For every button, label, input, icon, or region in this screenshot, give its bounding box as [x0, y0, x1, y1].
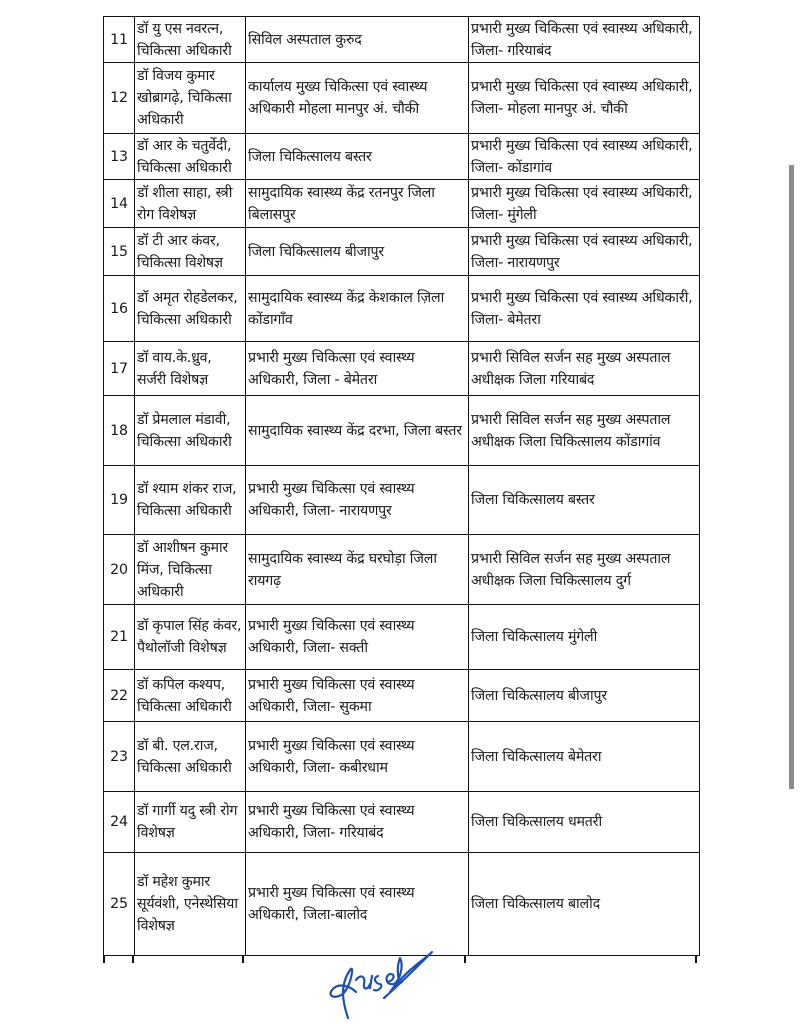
new-posting: प्रभारी मुख्य चिकित्सा एवं स्वास्थ्य अधिकारी, जिला- गरियाबंद — [469, 17, 700, 63]
signature-stroke — [356, 977, 370, 989]
officer-name: डॉ अमृत रोहडेलकर, चिकित्सा अधिकारी — [135, 276, 246, 342]
table-row — [104, 722, 700, 792]
table-row — [104, 180, 700, 228]
serial-number: 18 — [104, 396, 135, 466]
officer-name: डॉ महेश कुमार सूर्यवंशी, एनेस्थेसिया विशेषज्ञ — [135, 853, 246, 956]
serial-number: 21 — [104, 605, 135, 670]
current-posting: सामुदायिक स्वास्थ्य केंद्र दरभा, जिला बस्तर — [246, 396, 469, 466]
current-posting: सामुदायिक स्वास्थ्य केंद्र रतनपुर जिला बिलासपुर — [246, 180, 469, 228]
new-posting: प्रभारी सिविल सर्जन सह मुख्य अस्पताल अधीक्षक जिला चिकित्सालय कोंडागांव — [469, 396, 700, 466]
new-posting: प्रभारी मुख्य चिकित्सा एवं स्वास्थ्य अधिकारी, जिला- मुंगेली — [469, 180, 700, 228]
new-posting: जिला चिकित्सालय बस्तर — [469, 466, 700, 535]
serial-number: 12 — [104, 63, 135, 134]
border-stub — [132, 955, 134, 963]
border-stub — [103, 955, 105, 963]
officer-name: डॉ श्याम शंकर राज, चिकित्सा अधिकारी — [135, 466, 246, 535]
border-stub — [464, 955, 466, 963]
serial-number: 23 — [104, 722, 135, 792]
new-posting: प्रभारी सिविल सर्जन सह मुख्य अस्पताल अधीक्षक जिला चिकित्सालय दुर्ग — [469, 535, 700, 605]
serial-number: 17 — [104, 342, 135, 396]
officer-name: डॉ आर के चतुर्वेदी, चिकित्सा अधिकारी — [135, 134, 246, 180]
signature-stroke — [374, 976, 381, 990]
table-row — [104, 276, 700, 342]
officer-name: डॉ वाय.के.ध्रुव, सर्जरी विशेषज्ञ — [135, 342, 246, 396]
current-posting: प्रभारी मुख्य चिकित्सा एवं स्वास्थ्य अधिकारी, जिला- नारायणपुर — [246, 466, 469, 535]
serial-number: 24 — [104, 792, 135, 853]
officer-name: डॉ गार्गी यदु स्त्री रोग विशेषज्ञ — [135, 792, 246, 853]
officer-name: डॉ कृपाल सिंह कंवर, पैथोलॉजी विशेषज्ञ — [135, 605, 246, 670]
current-posting: कार्यालय मुख्य चिकित्सा एवं स्वास्थ्य अधिकारी मोहला मानपुर अं. चौकी — [246, 63, 469, 134]
serial-number: 25 — [104, 853, 135, 956]
new-posting: जिला चिकित्सालय बीजापुर — [469, 670, 700, 722]
current-posting: प्रभारी मुख्य चिकित्सा एवं स्वास्थ्य अधिकारी, जिला- कबीरधाम — [246, 722, 469, 792]
current-posting: सामुदायिक स्वास्थ्य केंद्र घरघोड़ा जिला रायगढ़ — [246, 535, 469, 605]
scrollbar[interactable] — [789, 165, 794, 789]
new-posting: जिला चिकित्सालय मुंगेली — [469, 605, 700, 670]
new-posting: जिला चिकित्सालय बेमेतरा — [469, 722, 700, 792]
table-row — [104, 792, 700, 853]
serial-number: 19 — [104, 466, 135, 535]
current-posting: सामुदायिक स्वास्थ्य केंद्र केशकाल ज़िला कोंडागाँव — [246, 276, 469, 342]
officer-name: डॉ बी. एल.राज, चिकित्सा अधिकारी — [135, 722, 246, 792]
serial-number: 11 — [104, 17, 135, 63]
current-posting: प्रभारी मुख्य चिकित्सा एवं स्वास्थ्य अधिकारी, जिला-बालोद — [246, 853, 469, 956]
signature-stroke — [331, 969, 356, 1018]
transfer-table — [103, 16, 700, 956]
current-posting: प्रभारी मुख्य चिकित्सा एवं स्वास्थ्य अधिकारी, जिला- सुकमा — [246, 670, 469, 722]
new-posting: जिला चिकित्सालय बालोद — [469, 853, 700, 956]
officer-name: डॉ आशीषन कुमार मिंज, चिकित्सा अधिकारी — [135, 535, 246, 605]
officer-name: डॉ शीला साहा, स्त्री रोग विशेषज्ञ — [135, 180, 246, 228]
officer-name: डॉ प्रेमलाल मंडावी, चिकित्सा अधिकारी — [135, 396, 246, 466]
officer-name: डॉ यु एस नवरत्न, चिकित्सा अधिकारी — [135, 17, 246, 63]
current-posting: प्रभारी मुख्य चिकित्सा एवं स्वास्थ्य अधिकारी, जिला - बेमेतरा — [246, 342, 469, 396]
officer-name: डॉ विजय कुमार खोब्रागढ़े, चिकित्सा अधिकारी — [135, 63, 246, 134]
table-row — [104, 605, 700, 670]
table-row — [104, 63, 700, 134]
new-posting: जिला चिकित्सालय धमतरी — [469, 792, 700, 853]
border-stub — [242, 955, 244, 963]
table-row — [104, 342, 700, 396]
serial-number: 15 — [104, 228, 135, 276]
current-posting: प्रभारी मुख्य चिकित्सा एवं स्वास्थ्य अधिकारी, जिला- गरियाबंद — [246, 792, 469, 853]
serial-number: 16 — [104, 276, 135, 342]
new-posting: प्रभारी मुख्य चिकित्सा एवं स्वास्थ्य अधिकारी, जिला- बेमेतरा — [469, 276, 700, 342]
officer-name: डॉ टी आर कंवर, चिकित्सा विशेषज्ञ — [135, 228, 246, 276]
table-row — [104, 396, 700, 466]
current-posting: प्रभारी मुख्य चिकित्सा एवं स्वास्थ्य अधिकारी, जिला- सक्ती — [246, 605, 469, 670]
border-stub — [695, 955, 697, 963]
new-posting: प्रभारी मुख्य चिकित्सा एवं स्वास्थ्य अधिकारी, जिला- कोंडागांव — [469, 134, 700, 180]
signature-stroke — [370, 976, 372, 988]
serial-number: 22 — [104, 670, 135, 722]
table-row — [104, 670, 700, 722]
serial-number: 20 — [104, 535, 135, 605]
new-posting: प्रभारी मुख्य चिकित्सा एवं स्वास्थ्य अधिकारी, जिला- मोहला मानपुर अं. चौकी — [469, 63, 700, 134]
table-row — [104, 17, 700, 63]
new-posting: प्रभारी सिविल सर्जन सह मुख्य अस्पताल अधीक्षक जिला गरियाबंद — [469, 342, 700, 396]
current-posting: जिला चिकित्सालय बीजापुर — [246, 228, 469, 276]
serial-number: 14 — [104, 180, 135, 228]
new-posting: प्रभारी मुख्य चिकित्सा एवं स्वास्थ्य अधिकारी, जिला- नारायणपुर — [469, 228, 700, 276]
serial-number: 13 — [104, 134, 135, 180]
table-row — [104, 535, 700, 605]
officer-name: डॉ कपिल कश्यप, चिकित्सा अधिकारी — [135, 670, 246, 722]
signature — [320, 940, 450, 1020]
current-posting: जिला चिकित्सालय बस्तर — [246, 134, 469, 180]
table-row — [104, 134, 700, 180]
table-row — [104, 228, 700, 276]
current-posting: सिविल अस्पताल कुरुद — [246, 17, 469, 63]
table-row — [104, 466, 700, 535]
